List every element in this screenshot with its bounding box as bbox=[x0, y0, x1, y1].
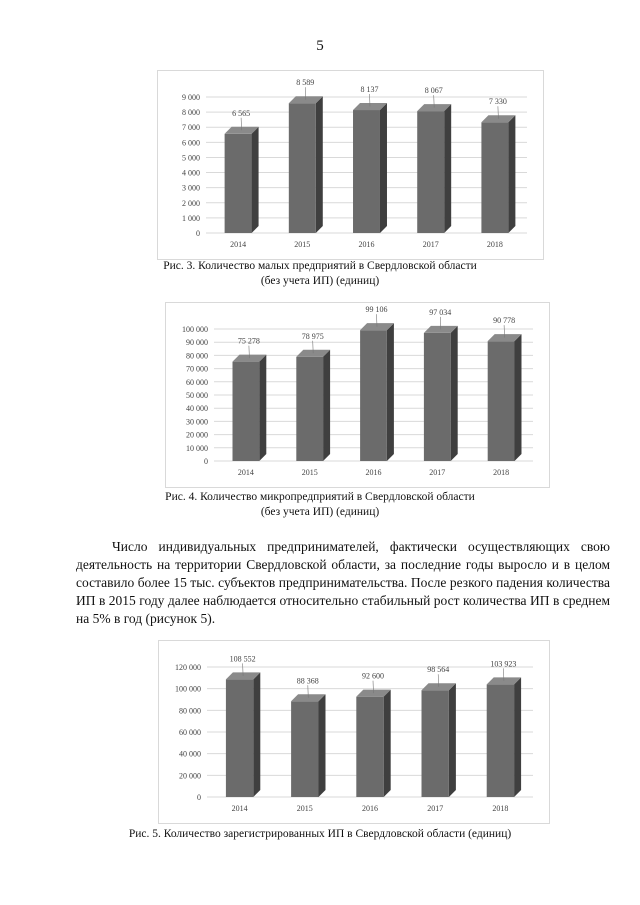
x-tick-label: 2018 bbox=[492, 804, 509, 813]
y-tick-label: 0 bbox=[197, 793, 201, 802]
figure-3-caption-line1: Рис. 3. Количество малых предприятий в Свердловской области bbox=[163, 260, 477, 272]
bar-side bbox=[387, 323, 394, 461]
y-tick-label: 1 000 bbox=[182, 213, 200, 223]
bar bbox=[353, 110, 380, 233]
y-tick-label: 90 000 bbox=[186, 338, 208, 348]
data-label: 8 137 bbox=[360, 85, 379, 95]
data-label: 75 278 bbox=[237, 336, 260, 346]
x-tick-label: 2016 bbox=[358, 240, 375, 249]
y-tick-label: 60 000 bbox=[179, 728, 201, 737]
y-tick-label: 70 000 bbox=[186, 364, 208, 374]
data-label: 7 330 bbox=[488, 97, 507, 107]
bar-side bbox=[318, 694, 325, 797]
bar-side bbox=[380, 103, 387, 233]
bar-side bbox=[444, 104, 451, 233]
y-tick-label: 40 000 bbox=[179, 749, 201, 759]
chart-registered-entrepreneurs bbox=[158, 640, 550, 824]
page-number: 5 bbox=[316, 38, 324, 54]
x-tick-label: 2017 bbox=[429, 468, 446, 477]
data-label: 78 975 bbox=[301, 331, 324, 341]
y-tick-label: 20 000 bbox=[179, 771, 201, 781]
data-label: 103 923 bbox=[490, 659, 517, 669]
y-tick-label: 10 000 bbox=[186, 443, 208, 453]
bar bbox=[225, 134, 252, 233]
data-label: 88 368 bbox=[296, 676, 319, 686]
y-tick-label: 8 000 bbox=[182, 108, 200, 118]
y-tick-label: 4 000 bbox=[182, 168, 200, 178]
data-label: 97 034 bbox=[429, 307, 452, 317]
bar bbox=[289, 103, 316, 233]
y-tick-label: 120 000 bbox=[175, 663, 201, 672]
y-tick-label: 100 000 bbox=[175, 684, 201, 694]
bar-side bbox=[451, 326, 458, 461]
chart-small-enterprises bbox=[157, 70, 544, 260]
bar bbox=[226, 679, 253, 797]
x-tick-label: 2015 bbox=[296, 804, 313, 813]
x-tick-label: 2014 bbox=[237, 468, 254, 477]
y-tick-label: 100 000 bbox=[182, 325, 208, 334]
y-tick-label: 20 000 bbox=[186, 430, 208, 440]
bar bbox=[417, 111, 444, 233]
x-tick-label: 2014 bbox=[230, 240, 247, 249]
y-tick-label: 2 000 bbox=[182, 198, 200, 208]
y-tick-label: 60 000 bbox=[186, 377, 208, 387]
bar bbox=[422, 690, 449, 797]
y-tick-label: 3 000 bbox=[182, 183, 200, 193]
bar-side bbox=[323, 350, 330, 461]
bar-side bbox=[252, 127, 259, 233]
bar bbox=[296, 357, 323, 461]
data-label: 8 589 bbox=[296, 78, 315, 88]
y-tick-label: 80 000 bbox=[186, 351, 208, 361]
x-tick-label: 2017 bbox=[422, 240, 439, 249]
bar bbox=[291, 701, 318, 797]
x-tick-label: 2017 bbox=[427, 804, 444, 813]
bar bbox=[481, 122, 508, 233]
y-tick-label: 6 000 bbox=[182, 138, 200, 148]
y-tick-label: 80 000 bbox=[179, 706, 201, 716]
y-tick-label: 50 000 bbox=[186, 391, 208, 400]
x-tick-label: 2015 bbox=[301, 468, 318, 477]
data-label: 8 067 bbox=[424, 86, 443, 96]
figure-3-caption bbox=[0, 259, 640, 289]
figure-4-caption-line2: (без учета ИП) (единиц) bbox=[260, 506, 380, 518]
bar bbox=[360, 330, 387, 461]
x-tick-label: 2018 bbox=[486, 240, 503, 249]
bar-side bbox=[384, 690, 391, 797]
y-tick-label: 7 000 bbox=[182, 123, 200, 133]
bar-side bbox=[514, 334, 521, 461]
chart-micro-enterprises-svg bbox=[166, 303, 549, 487]
figure-5-caption-line1: Рис. 5. Количество зарегистрированных ИП в Свердловской области (единиц) bbox=[128, 828, 512, 840]
y-tick-label: 5 000 bbox=[182, 153, 200, 163]
data-label: 6 565 bbox=[232, 108, 251, 118]
chart-small-enterprises-svg bbox=[158, 71, 543, 259]
chart-micro-enterprises bbox=[165, 302, 550, 488]
x-tick-label: 2016 bbox=[362, 804, 378, 813]
bar-side bbox=[514, 677, 521, 797]
bar-side bbox=[316, 96, 323, 233]
x-tick-label: 2018 bbox=[493, 468, 510, 477]
figure-4-caption-line1: Рис. 4. Количество микропредприятий в Свердловской области bbox=[165, 491, 475, 503]
chart-registered-entrepreneurs-svg bbox=[159, 641, 549, 823]
y-tick-label: 30 000 bbox=[186, 417, 208, 427]
y-tick-label: 9 000 bbox=[182, 93, 200, 102]
x-tick-label: 2015 bbox=[294, 240, 311, 249]
body-paragraph: Число индивидуальных предпринимателей, фактически осуществляющих свою деятельность на территории Свердловской области, за последние годы выросло и в целом составило более 15 тыс. субъектов предпринимательства. После резкого падения количества ИП в 2015 году далее наблюдается относительно стабильный рост количества ИП в среднем на 5% в год (рисунок 5). bbox=[76, 539, 610, 626]
data-label: 92 600 bbox=[362, 671, 384, 681]
bar bbox=[488, 341, 515, 461]
bar bbox=[233, 362, 260, 461]
data-label: 108 552 bbox=[229, 654, 256, 664]
bar-side bbox=[253, 672, 260, 797]
y-tick-label: 40 000 bbox=[186, 404, 208, 414]
bar bbox=[356, 697, 383, 797]
y-tick-label: 0 bbox=[196, 229, 200, 238]
bar-side bbox=[259, 355, 266, 461]
bar-side bbox=[508, 115, 515, 233]
bar-side bbox=[449, 683, 456, 797]
data-label: 99 106 bbox=[365, 305, 388, 315]
figure-3-caption-line2: (без учета ИП) (единиц) bbox=[260, 275, 380, 287]
bar bbox=[424, 333, 451, 461]
bar bbox=[487, 684, 514, 797]
data-label: 98 564 bbox=[427, 665, 450, 675]
data-label: 90 778 bbox=[493, 316, 516, 326]
x-tick-label: 2016 bbox=[365, 468, 382, 477]
x-tick-label: 2014 bbox=[231, 804, 248, 813]
figure-4-caption bbox=[0, 490, 640, 520]
figure-5-caption bbox=[0, 827, 640, 842]
y-tick-label: 0 bbox=[204, 457, 208, 466]
